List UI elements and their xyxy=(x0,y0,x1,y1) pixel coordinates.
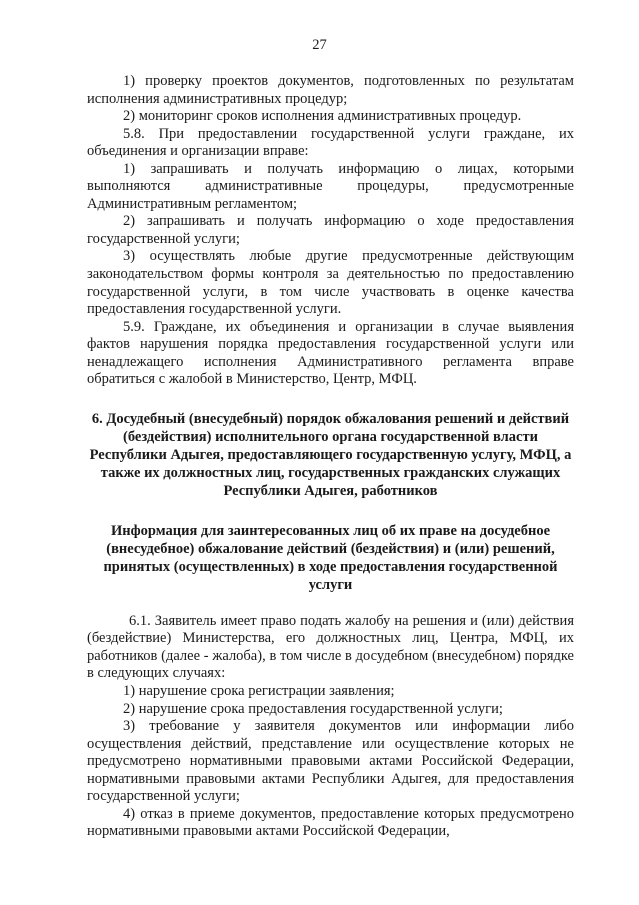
document-body xyxy=(87,73,574,841)
paragraph-6-1-item-1: 1) нарушение срока регистрации заявления; xyxy=(123,683,395,700)
section-6-heading: 6. Досудебный (внесудебный) порядок обжалования решений и действий (бездействия) исполнительного органа государственной власти Республики Адыгея, предоставляющего государственную услугу, МФЦ, а также их должностных лиц, государственных гражданских служащих Республики Адыгея, работников xyxy=(89,410,572,499)
page-number: 27 xyxy=(312,37,327,53)
paragraph-5-7-item-2: 2) мониторинг сроков исполнения административных процедур. xyxy=(123,108,522,125)
paragraph-5-9: 5.9. Граждане, их объединения и организации в случае выявления фактов нарушения порядка предоставления государственной услуги или ненадлежащего исполнения Административного регламента вправе обратиться с жалобой в Министерство, Центр, МФЦ. xyxy=(87,318,574,388)
paragraph-5-7-item-1: 1) проверку проектов документов, подготовленных по результатам исполнения административных процедур; xyxy=(87,73,574,107)
paragraph-5-8-item-1: 1) запрашивать и получать информацию о лицах, которыми выполняются административные процедуры, предусмотренные Административным регламентом; xyxy=(87,160,574,212)
paragraph-6-1-item-3: 3) требование у заявителя документов или информации либо осуществления действий, представление или осуществление которых не предусмотрено нормативными правовыми актами Российской Федерации, нормативными правовыми актами Республики Адыгея, для предоставления государственной услуги; xyxy=(87,718,574,805)
paragraph-5-8-item-2: 2) запрашивать и получать информацию о ходе предоставления государственной услуги; xyxy=(87,213,574,247)
subsection-heading: Информация для заинтересованных лиц об их праве на досудебное (внесудебное) обжалование действий (бездействия) и (или) решений, принятых (осуществленных) в ходе предоставления государственной услуги xyxy=(103,522,558,593)
paragraph-6-1-item-4: 4) отказ в приеме документов, предоставление которых предусмотрено нормативными правовыми актами Российской Федерации, xyxy=(87,805,574,840)
paragraph-5-8: 5.8. При предоставлении государственной услуги граждане, их объединения и организации вправе: xyxy=(87,125,574,160)
paragraph-6-1: 6.1. Заявитель имеет право подать жалобу на решения и (или) действия (бездействие) Министерства, его должностных лиц, Центра, МФЦ, их работников (далее - жалоба), в том числе в досудебном (внесудебном) порядке в следующих случаях: xyxy=(87,612,574,682)
paragraph-6-1-item-2: 2) нарушение срока предоставления государственной услуги; xyxy=(123,700,503,717)
paragraph-5-8-item-3: 3) осуществлять любые другие предусмотренные действующим законодательством формы контроля за деятельностью по предоставлению государственной услуги, в том числе участвовать в оценке качества предоставления государственной услуги. xyxy=(87,248,574,318)
